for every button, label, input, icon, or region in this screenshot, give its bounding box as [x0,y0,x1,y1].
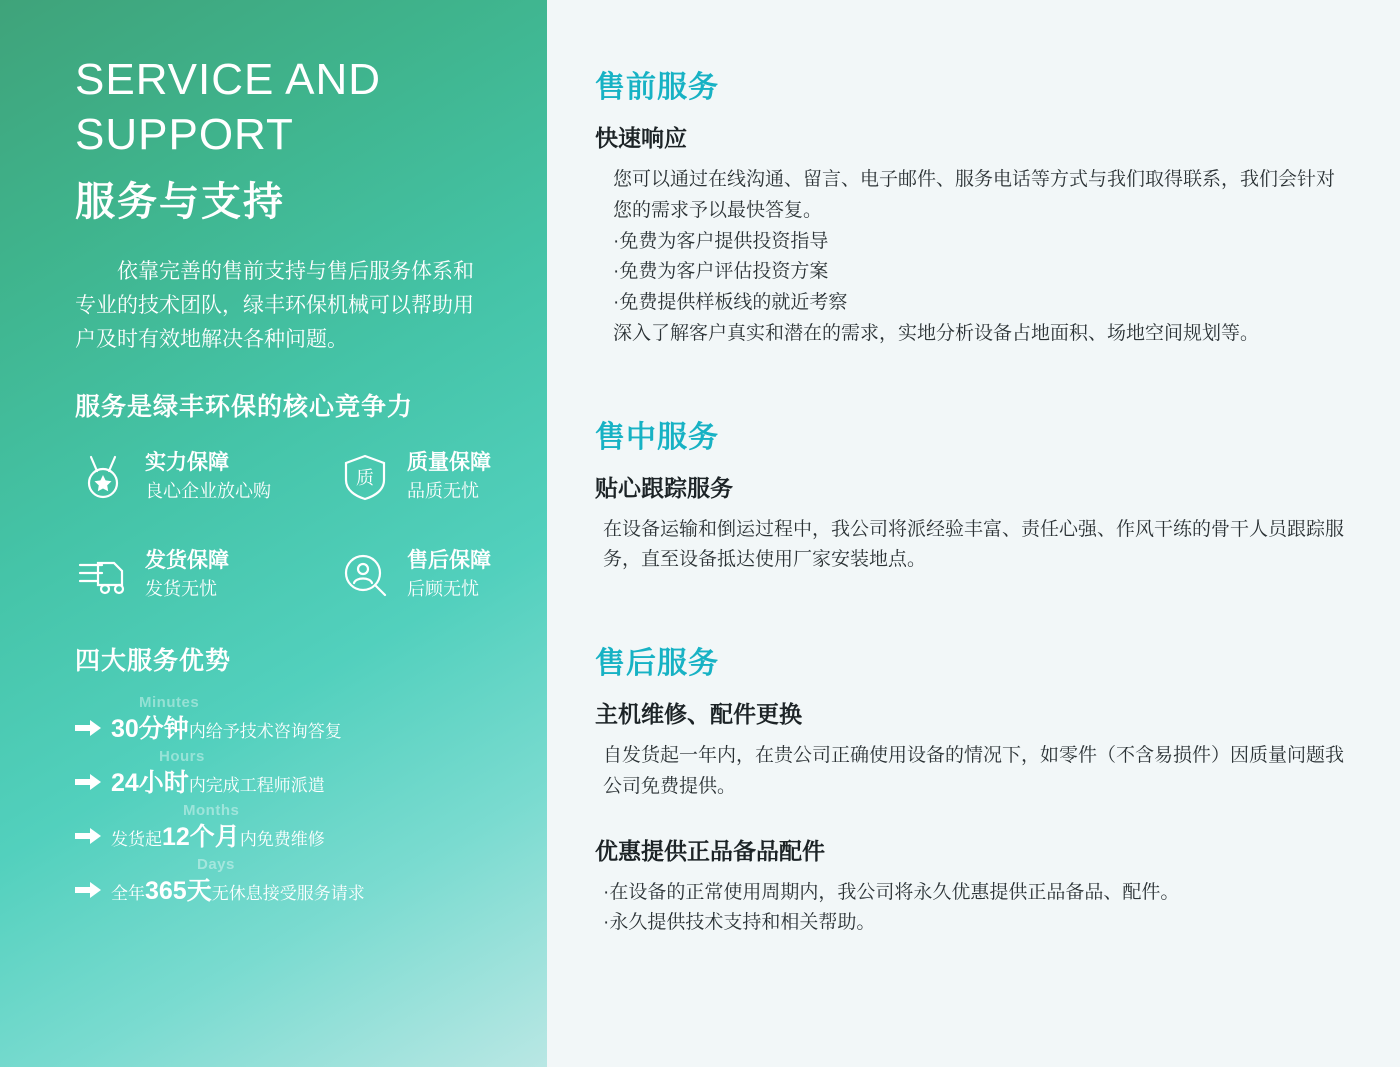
badge-text [145,548,229,601]
pre-sales-heading: 售前服务 [595,71,719,104]
in-sales-heading: 售中服务 [595,420,719,454]
badge-title: 质量保障 [407,451,491,475]
support-person-icon [337,547,393,603]
spacer [595,586,1344,638]
advantage-item [75,799,491,853]
badge-subtitle: 后顾无忧 [407,578,479,599]
badge-title: 发货保障 [145,549,229,573]
advantage-item [75,745,491,799]
advantage-item [75,853,491,907]
badge-subtitle: 品质无忧 [407,480,479,501]
advantage-text: 无休息接受服务请求 [211,884,365,904]
left-panel [0,0,547,1067]
pre-sales-bullet: ·免费为客户评估投资方案 [613,261,829,283]
pre-sales-bullet: ·免费提供样板线的就近考察 [613,292,848,314]
spacer [595,360,1344,412]
badge-item [337,547,491,603]
badge-title: 实力保障 [145,451,229,475]
arrow-right-icon [75,774,101,795]
in-sales-block [595,412,1344,577]
after-sales-subheading-2: 优惠提供正品备品配件 [595,837,825,864]
badge-text [407,450,491,503]
advantage-item [75,691,491,745]
advantage-prefix: 发货起 [111,830,162,850]
medal-icon [75,449,131,505]
badge-text [407,548,491,601]
after-sales-heading: 售后服务 [595,647,719,681]
title-en-line1: SERVICE AND [75,55,382,104]
after-sales-paragraph-1: 自发货起一年内，在贵公司正确使用设备的情况下，如零件（不含易损件）因质量问题我公司免费提供。 [603,745,1345,797]
quality-seal-icon [337,449,393,505]
advantage-text: 内给予技术咨询答复 [188,722,342,742]
advantage-body [111,802,325,853]
in-sales-paragraph: 在设备运输和倒运过程中，我公司将派经验丰富、责任心强、作风干练的骨干人员跟踪服务，直至设备抵达使用厂家安装地点。 [603,518,1345,571]
page-title-cn: 服务与支持 [75,180,285,224]
badge-subtitle: 良心企业放心购 [145,480,271,501]
arrow-right-icon [75,828,101,849]
pre-sales-block [595,62,1344,350]
in-sales-subheading: 贴心跟踪服务 [595,474,733,501]
title-en-line2: SUPPORT [75,110,294,159]
badge-item [75,449,337,505]
intro-paragraph: 依靠完善的售前支持与售后服务体系和专业的技术团队，绿丰环保机械可以帮助用户及时有效地解决各种问题。 [75,260,474,352]
advantage-en-label: Months [183,802,240,820]
truck-icon [75,547,131,603]
pre-sales-subheading: 快速响应 [595,125,687,151]
advantage-text: 内完成工程师派遣 [188,776,325,796]
arrow-right-icon [75,882,101,903]
badge-item [337,449,491,505]
svg-text:质: 质 [356,468,374,489]
badge-grid [75,449,491,603]
arrow-right-icon [75,720,101,741]
after-sales-bullet: ·在设备的正常使用周期内，我公司将永久优惠提供正品备品、配件。 [603,881,1180,903]
after-sales-block [595,638,1344,939]
advantage-body [111,694,342,745]
core-competitiveness-heading: 服务是绿丰环保的核心竞争力 [75,393,414,422]
spacer [595,803,1344,833]
badge-text [145,450,271,503]
advantage-highlight: 30分钟 [111,715,189,744]
badge-subtitle: 发货无忧 [145,578,217,599]
badge-title: 售后保障 [407,549,491,573]
advantage-en-label: Hours [159,748,205,766]
advantage-body [111,856,365,907]
advantage-en-label: Minutes [139,694,200,712]
advantage-prefix: 全年 [111,884,145,904]
badge-item [75,547,337,603]
advantage-highlight: 12个月 [162,823,240,852]
after-sales-subheading-1: 主机维修、配件更换 [595,701,802,728]
advantage-body [111,748,325,799]
page-title-en [75,52,491,162]
advantage-highlight: 24小时 [111,769,189,798]
pre-sales-tail: 深入了解客户真实和潜在的需求，实地分析设备占地面积、场地空间规划等。 [613,322,1260,344]
pre-sales-bullet: ·免费为客户提供投资指导 [613,230,829,252]
advantage-text: 内免费维修 [239,830,325,850]
advantages-heading: 四大服务优势 [75,647,232,676]
after-sales-bullet: ·永久提供技术支持和相关帮助。 [603,912,876,934]
advantage-highlight: 365天 [145,877,212,906]
advantages-list [75,691,491,907]
advantage-en-label: Days [197,856,235,874]
pre-sales-paragraph: 您可以通过在线沟通、留言、电子邮件、服务电话等方式与我们取得联系，我们会针对您的需求予以最快答复。 [613,169,1336,221]
right-panel [547,0,1400,1067]
